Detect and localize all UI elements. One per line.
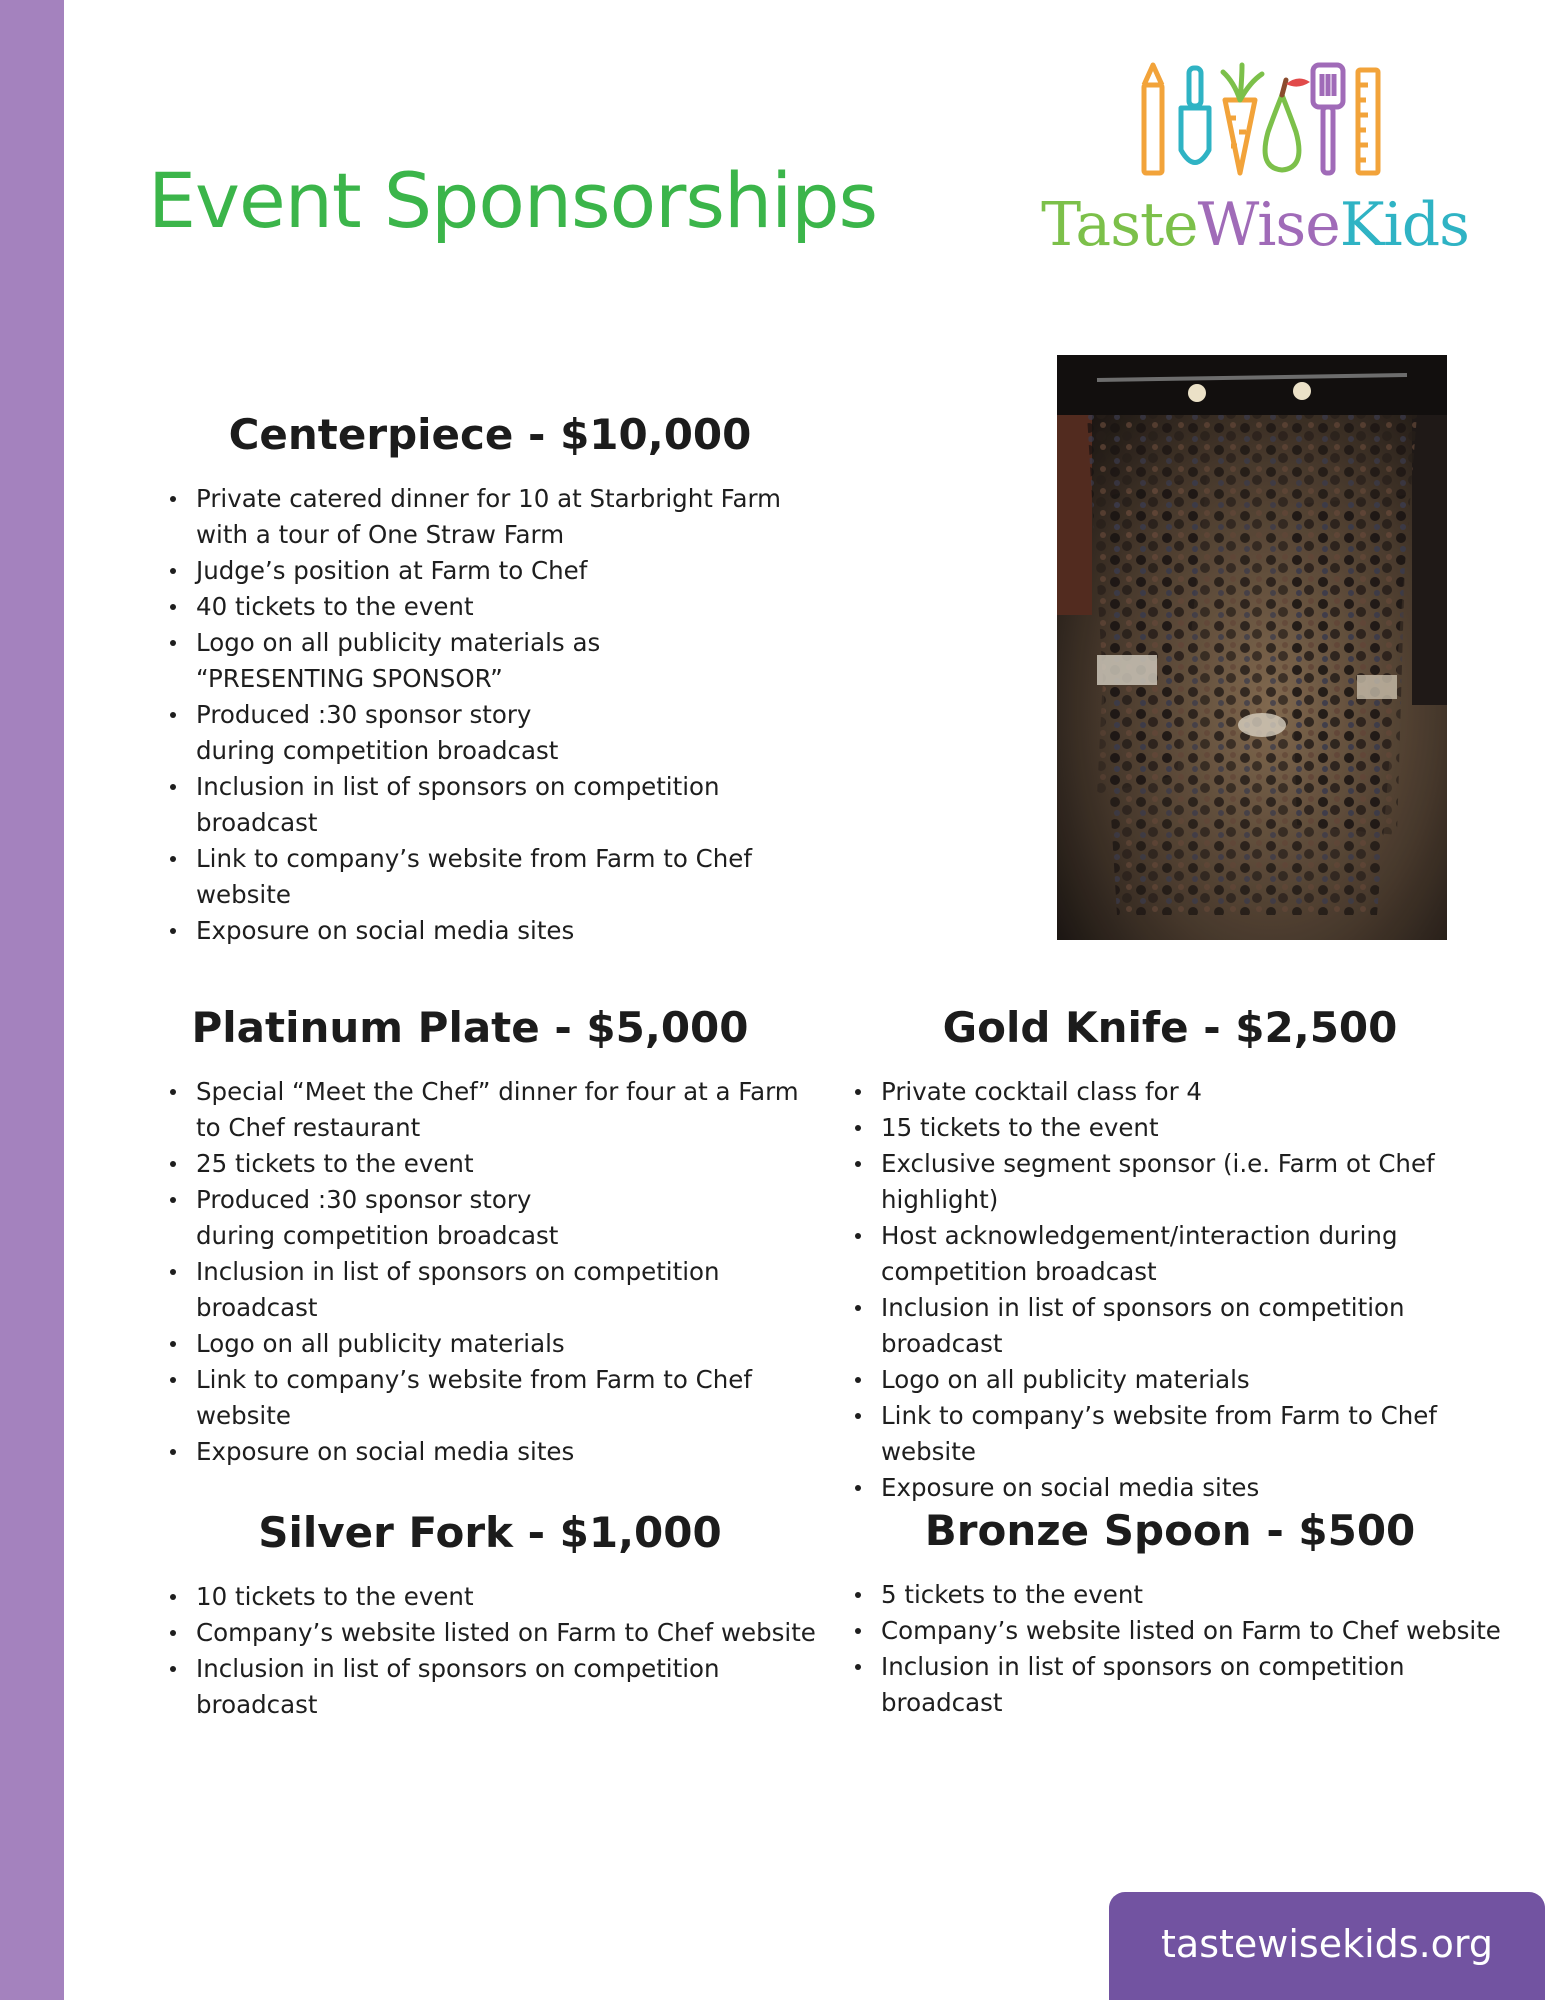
tier-heading: Bronze Spoon - $500 bbox=[924, 1506, 1416, 1555]
list-item: Logo on all publicity materials bbox=[853, 1362, 1505, 1398]
list-item: Logo on all publicity materials as “PRESENTING SPONSOR” bbox=[168, 625, 606, 697]
tier-gold-knife bbox=[845, 1003, 1505, 1506]
list-item: Link to company’s website from Farm to Chef website bbox=[168, 841, 820, 913]
benefits-list bbox=[845, 1074, 1505, 1506]
list-item: Host acknowledgement/interaction during competition broadcast bbox=[853, 1218, 1505, 1290]
logo-wordmark: TasteWiseKids bbox=[1041, 190, 1469, 260]
list-item: Inclusion in list of sponsors on competition broadcast bbox=[168, 769, 820, 841]
website-badge[interactable] bbox=[1109, 1892, 1545, 2000]
tier-platinum-plate bbox=[160, 1003, 820, 1470]
list-item: Judge’s position at Farm to Chef bbox=[168, 553, 820, 589]
list-item: Logo on all publicity materials bbox=[168, 1326, 820, 1362]
tier-bronze-spoon bbox=[845, 1506, 1505, 1721]
list-item: Link to company’s website from Farm to Chef website bbox=[168, 1362, 820, 1434]
list-item: Inclusion in list of sponsors on competition broadcast bbox=[168, 1254, 820, 1326]
list-item: 10 tickets to the event bbox=[168, 1579, 820, 1615]
list-item: Exposure on social media sites bbox=[853, 1470, 1505, 1506]
website-link[interactable]: tastewisekids.org bbox=[1161, 1922, 1493, 1966]
tier-silver-fork bbox=[160, 1508, 820, 1723]
benefits-list bbox=[160, 1074, 820, 1470]
list-item: Inclusion in list of sponsors on competition broadcast bbox=[168, 1651, 820, 1723]
list-item: 15 tickets to the event bbox=[853, 1110, 1505, 1146]
list-item: Produced :30 sponsor story during competition broadcast bbox=[168, 697, 606, 769]
list-item: 5 tickets to the event bbox=[853, 1577, 1505, 1613]
list-item: Company’s website listed on Farm to Chef website bbox=[168, 1615, 820, 1651]
tier-heading: Platinum Plate - $5,000 bbox=[191, 1003, 749, 1052]
page-title: Event Sponsorships bbox=[148, 156, 878, 245]
list-item: Link to company’s website from Farm to Chef website bbox=[853, 1398, 1505, 1470]
tier-centerpiece bbox=[160, 410, 820, 949]
list-item: Produced :30 sponsor story during competition broadcast bbox=[168, 1182, 606, 1254]
list-item: Private cocktail class for 4 bbox=[853, 1074, 1505, 1110]
benefits-list bbox=[160, 1579, 820, 1723]
tastewisekids-logo bbox=[1020, 60, 1490, 265]
benefits-list bbox=[160, 481, 820, 949]
list-item: Inclusion in list of sponsors on competition broadcast bbox=[853, 1649, 1505, 1721]
list-item: Exclusive segment sponsor (i.e. Farm ot Chef highlight) bbox=[853, 1146, 1505, 1218]
list-item: Exposure on social media sites bbox=[168, 1434, 820, 1470]
tier-heading: Silver Fork - $1,000 bbox=[258, 1508, 722, 1557]
list-item: Private catered dinner for 10 at Starbright Farm with a tour of One Straw Farm bbox=[168, 481, 820, 553]
tier-heading: Gold Knife - $2,500 bbox=[942, 1003, 1398, 1052]
list-item: Special “Meet the Chef” dinner for four at a Farm to Chef restaurant bbox=[168, 1074, 820, 1146]
sidebar-accent-bar bbox=[0, 0, 64, 2000]
list-item: 40 tickets to the event bbox=[168, 589, 820, 625]
list-item: Company’s website listed on Farm to Chef website bbox=[853, 1613, 1505, 1649]
benefits-list bbox=[845, 1577, 1505, 1721]
tier-heading: Centerpiece - $10,000 bbox=[228, 410, 752, 459]
kitchen-tools-icon bbox=[1020, 60, 1490, 185]
list-item: Exposure on social media sites bbox=[168, 913, 820, 949]
list-item: Inclusion in list of sponsors on competition broadcast bbox=[853, 1290, 1505, 1362]
list-item: 25 tickets to the event bbox=[168, 1146, 820, 1182]
event-crowd-photo bbox=[1057, 355, 1447, 940]
